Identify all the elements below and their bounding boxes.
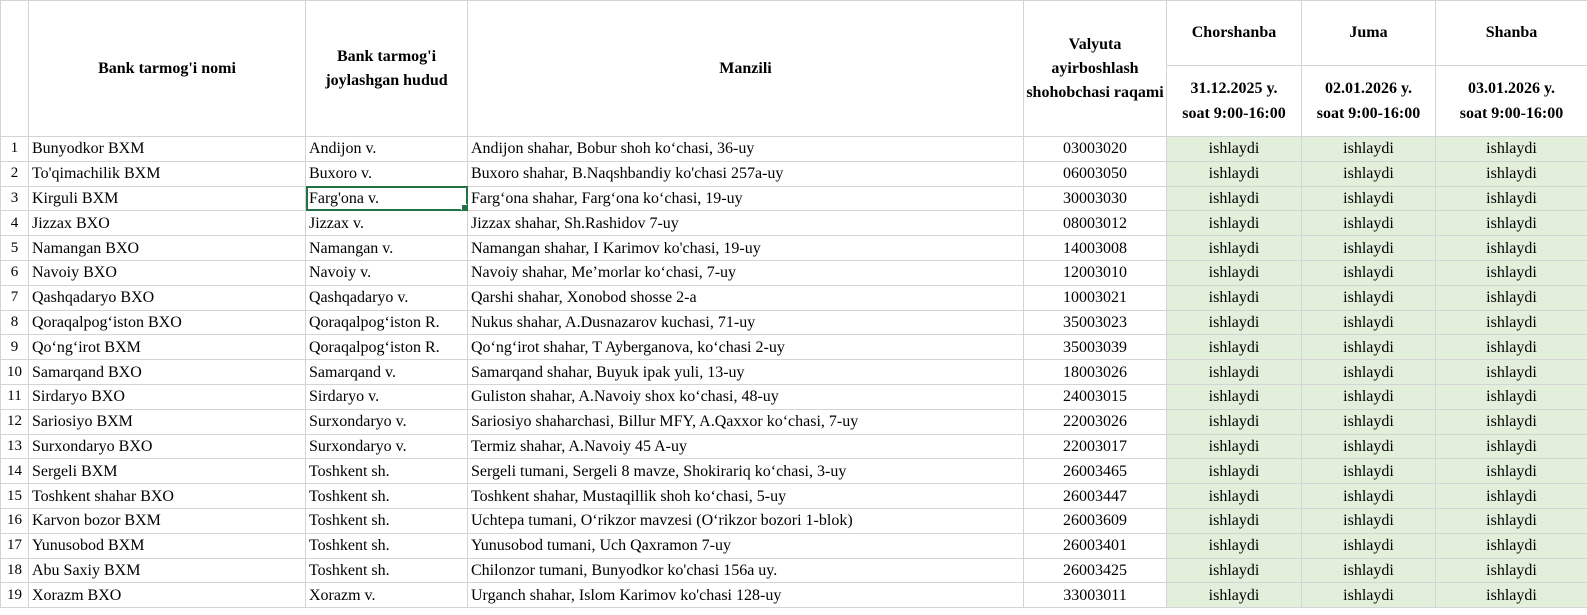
cell-status-saturday[interactable]: ishlaydi	[1436, 137, 1587, 162]
cell-status-friday[interactable]: ishlaydi	[1302, 533, 1436, 558]
cell-address[interactable]: Farg‘ona shahar, Farg‘ona ko‘chasi, 19-uy	[468, 186, 1024, 211]
cell-bank-name[interactable]: Namangan BXO	[29, 236, 306, 261]
table-row	[1, 533, 1587, 558]
cell-bank-name[interactable]: Yunusobod BXM	[29, 533, 306, 558]
cell-address[interactable]: Andijon shahar, Bobur shoh ko‘chasi, 36-uy	[468, 137, 1024, 162]
cell-status-wednesday[interactable]: ishlaydi	[1167, 186, 1302, 211]
table-row	[1, 260, 1587, 285]
cell-status-saturday[interactable]: ishlaydi	[1436, 583, 1587, 608]
hours-text: soat 9:00-16:00	[1316, 105, 1421, 122]
cell-status-saturday[interactable]: ishlaydi	[1436, 558, 1587, 583]
cell-row-number[interactable]: 2	[1, 161, 29, 186]
cell-row-number[interactable]: 13	[1, 434, 29, 459]
cell-status-friday[interactable]: ishlaydi	[1302, 558, 1436, 583]
cell-status-friday[interactable]: ishlaydi	[1302, 161, 1436, 186]
cell-status-wednesday[interactable]: ishlaydi	[1167, 558, 1302, 583]
cell-exchange-code[interactable]: 22003026	[1024, 409, 1167, 434]
cell-exchange-code[interactable]: 30003030	[1024, 186, 1167, 211]
cell-bank-name[interactable]: To'qimachilik BXM	[29, 161, 306, 186]
cell-status-friday[interactable]: ishlaydi	[1302, 384, 1436, 409]
cell-address[interactable]: Navoiy shahar, Me’morlar ko‘chasi, 7-uy	[468, 260, 1024, 285]
cell-status-wednesday[interactable]: ishlaydi	[1167, 161, 1302, 186]
cell-address[interactable]: Samarqand shahar, Buyuk ipak yuli, 13-uy	[468, 360, 1024, 385]
cell-status-saturday[interactable]: ishlaydi	[1436, 384, 1587, 409]
cell-row-number[interactable]: 12	[1, 409, 29, 434]
cell-status-friday[interactable]: ishlaydi	[1302, 409, 1436, 434]
cell-status-wednesday[interactable]: ishlaydi	[1167, 285, 1302, 310]
table-body	[1, 137, 1587, 608]
cell-status-friday[interactable]: ishlaydi	[1302, 335, 1436, 360]
cell-bank-name[interactable]: Sirdaryo BXO	[29, 384, 306, 409]
cell-row-number[interactable]: 1	[1, 137, 29, 162]
table-row	[1, 161, 1587, 186]
cell-region[interactable]: Qoraqalpog‘iston R.	[306, 335, 468, 360]
cell-status-saturday[interactable]: ishlaydi	[1436, 335, 1587, 360]
cell-bank-name[interactable]: Surxondaryo BXO	[29, 434, 306, 459]
table-row	[1, 211, 1587, 236]
cell-status-wednesday[interactable]: ishlaydi	[1167, 211, 1302, 236]
cell-status-saturday[interactable]: ishlaydi	[1436, 260, 1587, 285]
cell-row-number[interactable]: 11	[1, 384, 29, 409]
cell-status-wednesday[interactable]: ishlaydi	[1167, 409, 1302, 434]
cell-address[interactable]: Yunusobod tumani, Uch Qaxramon 7-uy	[468, 533, 1024, 558]
table-row	[1, 484, 1587, 509]
cell-exchange-code[interactable]: 35003023	[1024, 310, 1167, 335]
cell-status-wednesday[interactable]: ishlaydi	[1167, 260, 1302, 285]
cell-row-number[interactable]: 16	[1, 508, 29, 533]
cell-status-wednesday[interactable]: ishlaydi	[1167, 434, 1302, 459]
cell-exchange-code[interactable]: 14003008	[1024, 236, 1167, 261]
cell-status-friday[interactable]: ishlaydi	[1302, 583, 1436, 608]
cell-status-wednesday[interactable]: ishlaydi	[1167, 335, 1302, 360]
cell-bank-name[interactable]: Xorazm BXO	[29, 583, 306, 608]
cell-status-saturday[interactable]: ishlaydi	[1436, 360, 1587, 385]
cell-bank-name[interactable]: Jizzax BXO	[29, 211, 306, 236]
cell-region[interactable]: Surxondaryo v.	[306, 434, 468, 459]
cell-exchange-code[interactable]: 26003425	[1024, 558, 1167, 583]
table-row	[1, 508, 1587, 533]
cell-region[interactable]: Toshkent sh.	[306, 508, 468, 533]
cell-row-number[interactable]: 7	[1, 285, 29, 310]
cell-status-friday[interactable]: ishlaydi	[1302, 360, 1436, 385]
header-date-saturday[interactable]	[1436, 66, 1587, 137]
cell-exchange-code[interactable]: 18003026	[1024, 360, 1167, 385]
table-row	[1, 583, 1587, 608]
cell-region[interactable]: Jizzax v.	[306, 211, 468, 236]
hours-text: soat 9:00-16:00	[1182, 105, 1286, 122]
table-row	[1, 409, 1587, 434]
cell-bank-name[interactable]: Bunyodkor BXM	[29, 137, 306, 162]
cell-status-friday[interactable]: ishlaydi	[1302, 236, 1436, 261]
header-address[interactable]: Manzili	[468, 1, 1024, 137]
cell-address[interactable]: Jizzax shahar, Sh.Rashidov 7-uy	[468, 211, 1024, 236]
cell-row-number[interactable]: 3	[1, 186, 29, 211]
cell-status-saturday[interactable]: ishlaydi	[1436, 533, 1587, 558]
cell-exchange-code[interactable]: 35003039	[1024, 335, 1167, 360]
cell-exchange-code[interactable]: 06003050	[1024, 161, 1167, 186]
cell-status-saturday[interactable]: ishlaydi	[1436, 211, 1587, 236]
cell-status-wednesday[interactable]: ishlaydi	[1167, 533, 1302, 558]
table-row	[1, 360, 1587, 385]
header-day-saturday[interactable]: Shanba	[1436, 1, 1587, 66]
cell-exchange-code[interactable]: 26003401	[1024, 533, 1167, 558]
cell-exchange-code[interactable]: 33003011	[1024, 583, 1167, 608]
cell-row-number[interactable]: 14	[1, 459, 29, 484]
cell-row-number[interactable]: 18	[1, 558, 29, 583]
cell-status-saturday[interactable]: ishlaydi	[1436, 484, 1587, 509]
cell-row-number[interactable]: 9	[1, 335, 29, 360]
cell-row-number[interactable]: 19	[1, 583, 29, 608]
cell-region[interactable]: Surxondaryo v.	[306, 409, 468, 434]
table-header	[1, 1, 1587, 137]
cell-status-saturday[interactable]: ishlaydi	[1436, 161, 1587, 186]
cell-address[interactable]: Qarshi shahar, Xonobod shosse 2-a	[468, 285, 1024, 310]
cell-region[interactable]: Toshkent sh.	[306, 558, 468, 583]
cell-status-friday[interactable]: ishlaydi	[1302, 137, 1436, 162]
cell-region[interactable]: Farg'ona v.	[306, 186, 468, 211]
cell-row-number[interactable]: 8	[1, 310, 29, 335]
cell-row-number[interactable]: 15	[1, 484, 29, 509]
table-row	[1, 186, 1587, 211]
cell-region[interactable]: Qashqadaryo v.	[306, 285, 468, 310]
cell-address[interactable]: Uchtepa tumani, O‘rikzor mavzesi (O‘rikzor bozori 1-blok)	[468, 508, 1024, 533]
table-row	[1, 384, 1587, 409]
cell-exchange-code[interactable]: 24003015	[1024, 384, 1167, 409]
cell-row-number[interactable]: 10	[1, 360, 29, 385]
cell-bank-name[interactable]: Sariosiyo BXM	[29, 409, 306, 434]
cell-bank-name[interactable]: Abu Saxiy BXM	[29, 558, 306, 583]
cell-status-wednesday[interactable]: ishlaydi	[1167, 583, 1302, 608]
cell-row-number[interactable]: 5	[1, 236, 29, 261]
table-row	[1, 558, 1587, 583]
cell-exchange-code[interactable]: 26003465	[1024, 459, 1167, 484]
cell-bank-name[interactable]: Qashqadaryo BXO	[29, 285, 306, 310]
table-row	[1, 459, 1587, 484]
cell-status-wednesday[interactable]: ishlaydi	[1167, 384, 1302, 409]
cell-status-saturday[interactable]: ishlaydi	[1436, 409, 1587, 434]
cell-address[interactable]: Chilonzor tumani, Bunyodkor ko'chasi 156a uy.	[468, 558, 1024, 583]
header-date-wednesday[interactable]	[1167, 66, 1302, 137]
cell-row-number[interactable]: 4	[1, 211, 29, 236]
header-exchange-code[interactable]: Valyuta ayirboshlash shohobchasi raqami	[1024, 1, 1167, 137]
date-text: 31.12.2025 y.	[1190, 80, 1278, 97]
cell-region[interactable]: Samarqand v.	[306, 360, 468, 385]
cell-region[interactable]: Toshkent sh.	[306, 484, 468, 509]
cell-region[interactable]: Buxoro v.	[306, 161, 468, 186]
cell-exchange-code[interactable]: 10003021	[1024, 285, 1167, 310]
cell-address[interactable]: Sergeli tumani, Sergeli 8 mavze, Shokirariq ko‘chasi, 3-uy	[468, 459, 1024, 484]
cell-region[interactable]: Andijon v.	[306, 137, 468, 162]
cell-bank-name[interactable]: Sergeli BXM	[29, 459, 306, 484]
cell-address[interactable]: Sariosiyo shaharchasi, Billur MFY, A.Qaxxor ko‘chasi, 7-uy	[468, 409, 1024, 434]
fill-handle[interactable]	[461, 204, 468, 211]
date-text: 03.01.2026 y.	[1467, 80, 1556, 97]
header-date-friday[interactable]	[1302, 66, 1436, 137]
cell-status-saturday[interactable]: ishlaydi	[1436, 236, 1587, 261]
table-row	[1, 335, 1587, 360]
cell-exchange-code[interactable]: 26003447	[1024, 484, 1167, 509]
header-day-friday[interactable]: Juma	[1302, 1, 1436, 66]
cell-exchange-code[interactable]: 08003012	[1024, 211, 1167, 236]
cell-bank-name[interactable]: Navoiy BXO	[29, 260, 306, 285]
cell-region[interactable]: Xorazm v.	[306, 583, 468, 608]
cell-status-wednesday[interactable]: ishlaydi	[1167, 236, 1302, 261]
cell-address[interactable]: Namangan shahar, I Karimov ko'chasi, 19-uy	[468, 236, 1024, 261]
cell-address[interactable]: Urganch shahar, Islom Karimov ko'chasi 128-uy	[468, 583, 1024, 608]
cell-status-wednesday[interactable]: ishlaydi	[1167, 459, 1302, 484]
cell-bank-name[interactable]: Karvon bozor BXM	[29, 508, 306, 533]
header-bank-name[interactable]: Bank tarmog'i nomi	[29, 1, 306, 137]
table-row	[1, 236, 1587, 261]
cell-region[interactable]: Qoraqalpog‘iston R.	[306, 310, 468, 335]
cell-address[interactable]: Nukus shahar, A.Dusnazarov kuchasi, 71-uy	[468, 310, 1024, 335]
cell-status-friday[interactable]: ishlaydi	[1302, 459, 1436, 484]
header-row-number[interactable]	[1, 1, 29, 137]
cell-status-friday[interactable]: ishlaydi	[1302, 186, 1436, 211]
header-day-wednesday[interactable]: Chorshanba	[1167, 1, 1302, 66]
cell-status-wednesday[interactable]: ishlaydi	[1167, 137, 1302, 162]
cell-status-wednesday[interactable]: ishlaydi	[1167, 484, 1302, 509]
cell-status-friday[interactable]: ishlaydi	[1302, 484, 1436, 509]
cell-status-wednesday[interactable]: ishlaydi	[1167, 508, 1302, 533]
header-region[interactable]: Bank tarmog'i joylashgan hudud	[306, 1, 468, 137]
table-row	[1, 137, 1587, 162]
cell-status-saturday[interactable]: ishlaydi	[1436, 459, 1587, 484]
cell-status-saturday[interactable]: ishlaydi	[1436, 310, 1587, 335]
cell-bank-name[interactable]: Qo‘ng‘irot BXM	[29, 335, 306, 360]
cell-bank-name[interactable]: Kirguli BXM	[29, 186, 306, 211]
table-row	[1, 434, 1587, 459]
cell-address[interactable]: Guliston shahar, A.Navoiy shox ko‘chasi, 48-uy	[468, 384, 1024, 409]
cell-status-friday[interactable]: ishlaydi	[1302, 285, 1436, 310]
table-row	[1, 310, 1587, 335]
cell-status-friday[interactable]: ishlaydi	[1302, 434, 1436, 459]
hours-text: soat 9:00-16:00	[1459, 105, 1564, 122]
cell-exchange-code[interactable]: 26003609	[1024, 508, 1167, 533]
cell-bank-name[interactable]: Samarqand BXO	[29, 360, 306, 385]
date-text: 02.01.2026 y.	[1324, 80, 1413, 97]
cell-status-friday[interactable]: ishlaydi	[1302, 211, 1436, 236]
cell-row-number[interactable]: 17	[1, 533, 29, 558]
cell-region[interactable]: Toshkent sh.	[306, 533, 468, 558]
cell-address[interactable]: Termiz shahar, A.Navoiy 45 A-uy	[468, 434, 1024, 459]
cell-exchange-code[interactable]: 03003020	[1024, 137, 1167, 162]
cell-status-friday[interactable]: ishlaydi	[1302, 310, 1436, 335]
cell-region[interactable]: Toshkent sh.	[306, 459, 468, 484]
cell-status-friday[interactable]: ishlaydi	[1302, 260, 1436, 285]
cell-status-friday[interactable]: ishlaydi	[1302, 508, 1436, 533]
cell-status-saturday[interactable]: ishlaydi	[1436, 508, 1587, 533]
cell-address[interactable]: Buxoro shahar, B.Naqshbandiy ko'chasi 257a-uy	[468, 161, 1024, 186]
cell-status-saturday[interactable]: ishlaydi	[1436, 186, 1587, 211]
cell-status-wednesday[interactable]: ishlaydi	[1167, 360, 1302, 385]
cell-region[interactable]: Sirdaryo v.	[306, 384, 468, 409]
table-row	[1, 285, 1587, 310]
cell-bank-name[interactable]: Qoraqalpog‘iston BXO	[29, 310, 306, 335]
cell-exchange-code[interactable]: 22003017	[1024, 434, 1167, 459]
cell-status-saturday[interactable]: ishlaydi	[1436, 285, 1587, 310]
cell-bank-name[interactable]: Toshkent shahar BXO	[29, 484, 306, 509]
cell-region[interactable]: Namangan v.	[306, 236, 468, 261]
cell-address[interactable]: Toshkent shahar, Mustaqillik shoh ko‘chasi, 5-uy	[468, 484, 1024, 509]
cell-status-saturday[interactable]: ishlaydi	[1436, 434, 1587, 459]
cell-row-number[interactable]: 6	[1, 260, 29, 285]
cell-status-wednesday[interactable]: ishlaydi	[1167, 310, 1302, 335]
cell-region[interactable]: Navoiy v.	[306, 260, 468, 285]
cell-exchange-code[interactable]: 12003010	[1024, 260, 1167, 285]
cell-address[interactable]: Qo‘ng‘irot shahar, T Ayberganova, ko‘chasi 2-uy	[468, 335, 1024, 360]
